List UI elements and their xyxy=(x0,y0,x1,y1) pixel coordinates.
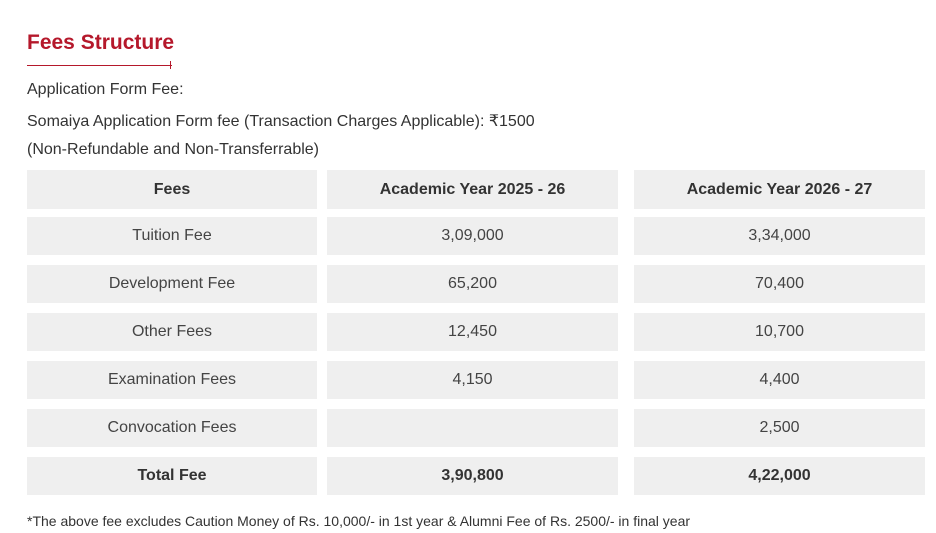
application-fee-note: (Non-Refundable and Non-Transferrable) xyxy=(27,141,319,158)
fee-name: Development Fee xyxy=(27,265,317,303)
total-2026-27: 4,22,000 xyxy=(634,457,925,495)
title-underline-tick xyxy=(170,61,171,69)
table-header-row xyxy=(27,170,925,209)
table-row xyxy=(27,313,925,351)
table-row xyxy=(27,265,925,303)
table-row xyxy=(27,361,925,399)
fee-name: Examination Fees xyxy=(27,361,317,399)
header-fees: Fees xyxy=(27,170,317,209)
table-row xyxy=(27,409,925,447)
fee-footnote: *The above fee excludes Caution Money of Rs. 10,000/- in 1st year & Alumni Fee of Rs. 2500/- in final year xyxy=(27,513,691,529)
header-year-2025-26: Academic Year 2025 - 26 xyxy=(327,170,618,209)
table-row xyxy=(27,217,925,255)
fee-name: Tuition Fee xyxy=(27,217,317,255)
section-title: Fees Structure xyxy=(27,31,175,54)
fee-2025-26: 4,150 xyxy=(327,361,618,399)
table-total-row xyxy=(27,457,925,495)
application-fee-label: Application Form Fee: xyxy=(27,81,184,98)
title-underline xyxy=(27,65,172,66)
fee-2026-27: 10,700 xyxy=(634,313,925,351)
total-2025-26: 3,90,800 xyxy=(327,457,618,495)
fee-2025-26: 12,450 xyxy=(327,313,618,351)
fee-2026-27: 3,34,000 xyxy=(634,217,925,255)
fee-2025-26 xyxy=(327,409,618,447)
header-year-2026-27: Academic Year 2026 - 27 xyxy=(634,170,925,209)
fee-2026-27: 4,400 xyxy=(634,361,925,399)
fee-table xyxy=(27,170,925,505)
fee-2025-26: 65,200 xyxy=(327,265,618,303)
fee-name: Convocation Fees xyxy=(27,409,317,447)
fee-2026-27: 70,400 xyxy=(634,265,925,303)
total-label: Total Fee xyxy=(27,457,317,495)
fee-name: Other Fees xyxy=(27,313,317,351)
fee-2026-27: 2,500 xyxy=(634,409,925,447)
application-fee-amount: Somaiya Application Form fee (Transaction Charges Applicable): ₹1500 xyxy=(27,113,535,130)
fee-2025-26: 3,09,000 xyxy=(327,217,618,255)
